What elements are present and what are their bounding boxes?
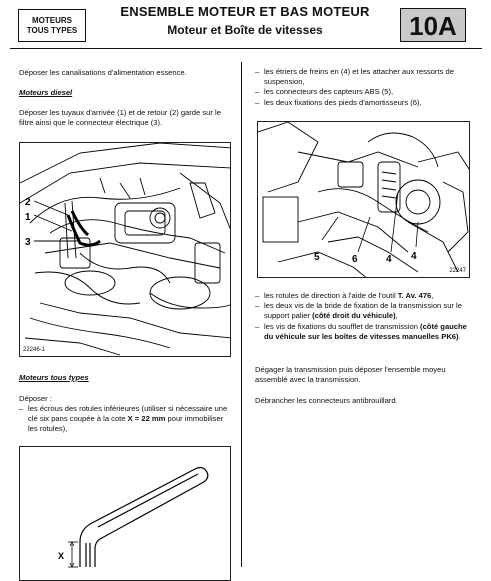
callout-4a: 4 (386, 254, 392, 265)
step-bride-vis: – les deux vis de la bride de fixation de la transmission sur le support palier (côté droit du véhicule), (255, 301, 477, 321)
antifog-paragraph: Débrancher les connecteurs antibrouillard. (255, 396, 398, 405)
suspension-drawing (258, 122, 470, 278)
figure-reference: 22246-1 (23, 347, 46, 353)
step-abs-connectors: – les connecteurs des capteurs ABS (5), (255, 87, 477, 97)
step-ecrous: – les écrous des rotules inférieures (utiliser si nécessaire une clé six pans coupée à la cote X = 22 mm pour immobiliser les rotules), (19, 404, 231, 435)
dimension-x-label: X (58, 551, 65, 561)
left-steps-list (19, 404, 231, 435)
suspension-figure (257, 121, 470, 278)
step-rotules-direction: – les rotules de direction à l'aide de l'outil T. Av. 476, (255, 291, 477, 301)
figure-reference: 22247 (449, 268, 466, 274)
right-steps-list-top (255, 67, 477, 108)
transmission-paragraph: Dégager la transmission puis déposer l'ensemble moyeu assemblé avec la transmission. (255, 365, 446, 385)
step-etriers: – les étriers de freins en (4) et les attacher aux ressorts de suspension, (255, 67, 477, 87)
diesel-heading: Moteurs diesel (19, 88, 73, 97)
header-divider (10, 48, 482, 49)
page-title-block (99, 4, 391, 37)
step-soufflet-vis: – les vis de fixations du soufflet de transmission (côté gauche du véhicule sur les boîtes de vitesses manuelles PK6). (255, 322, 477, 342)
hex-key-figure (19, 446, 231, 581)
category-line-2: TOUS TYPES (26, 26, 78, 35)
callout-3: 3 (25, 237, 31, 248)
intro-paragraph: Déposer les canalisations d'alimentation essence. (19, 68, 187, 77)
engine-bay-drawing (20, 143, 231, 357)
callout-4b: 4 (411, 251, 417, 262)
callout-6: 6 (352, 254, 358, 265)
category-badge (18, 9, 86, 42)
deposer-label: Déposer : (19, 394, 52, 403)
callout-2: 2 (25, 197, 31, 208)
step-amortisseurs: – les deux fixations des pieds d'amortisseurs (6), (255, 98, 477, 108)
callout-5: 5 (314, 252, 320, 263)
diesel-paragraph: Déposer les tuyaux d'arrivée (1) et de retour (2) garde sur le filtre ainsi que le connecteur électrique (3). (19, 108, 221, 128)
diesel-engine-figure (19, 142, 231, 357)
callout-1: 1 (25, 212, 31, 223)
page-subtitle: Moteur et Boîte de vitesses (167, 23, 323, 37)
hex-key-drawing (20, 447, 231, 581)
right-steps-list-bottom (255, 291, 477, 342)
category-line-1: MOTEURS (32, 16, 72, 25)
page-title: ENSEMBLE MOTEUR ET BAS MOTEUR (120, 4, 370, 19)
column-divider (241, 62, 242, 567)
all-engines-heading: Moteurs tous types (19, 373, 89, 382)
section-code-badge: 10A (400, 8, 466, 42)
